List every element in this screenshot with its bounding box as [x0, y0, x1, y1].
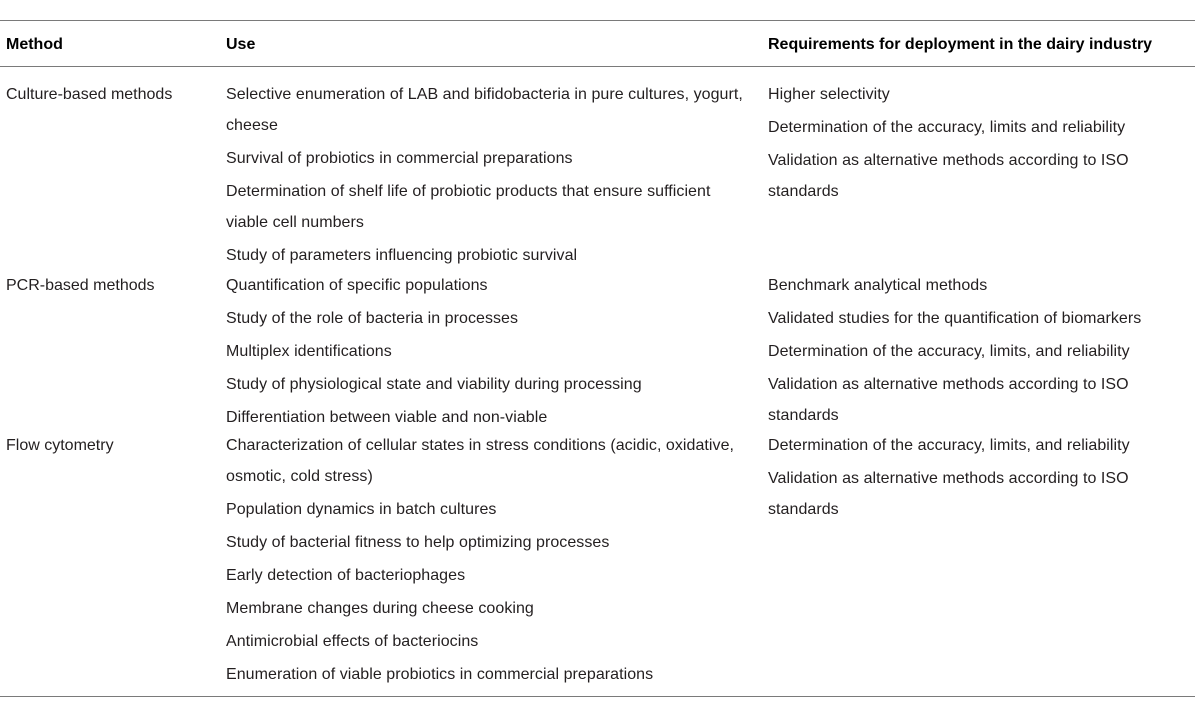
requirements-cell	[768, 79, 1193, 207]
requirement-item: Determination of the accuracy, limits and reliability	[768, 119, 1126, 136]
requirement-item: Validation as alternative methods according to ISO standards	[768, 152, 1129, 200]
use-item: Study of parameters influencing probiotic survival	[226, 247, 578, 264]
header-method: Method	[6, 36, 63, 53]
table-top-rule	[0, 20, 1195, 21]
use-item: Characterization of cellular states in stress conditions (acidic, oxidative, osmotic, cold stress)	[226, 437, 735, 485]
table-bottom-rule	[0, 696, 1195, 697]
use-item: Population dynamics in batch cultures	[226, 501, 497, 518]
header-use: Use	[226, 36, 256, 53]
use-item: Antimicrobial effects of bacteriocins	[226, 633, 479, 650]
requirement-item: Higher selectivity	[768, 86, 890, 103]
use-item: Quantification of specific populations	[226, 277, 488, 294]
use-item: Multiplex identifications	[226, 343, 392, 360]
requirement-item: Benchmark analytical methods	[768, 277, 988, 294]
use-item: Survival of probiotics in commercial preparations	[226, 150, 573, 167]
header-requirements: Requirements for deployment in the dairy industry	[768, 36, 1153, 53]
method-cell: Flow cytometry	[6, 437, 114, 454]
requirement-item: Determination of the accuracy, limits, and reliability	[768, 437, 1130, 454]
requirements-cell	[768, 270, 1193, 431]
use-item: Study of physiological state and viability during processing	[226, 376, 642, 393]
requirement-item: Validation as alternative methods according to ISO standards	[768, 470, 1129, 518]
method-cell: PCR-based methods	[6, 277, 155, 294]
header-rule	[0, 66, 1195, 67]
requirements-cell	[768, 430, 1193, 525]
use-item: Enumeration of viable probiotics in commercial preparations	[226, 666, 654, 683]
use-item: Early detection of bacteriophages	[226, 567, 466, 584]
requirement-item: Determination of the accuracy, limits, and reliability	[768, 343, 1130, 360]
use-cell	[226, 270, 746, 433]
requirement-item: Validated studies for the quantification of biomarkers	[768, 310, 1142, 327]
use-item: Study of the role of bacteria in processes	[226, 310, 519, 327]
requirement-item: Validation as alternative methods according to ISO standards	[768, 376, 1129, 424]
use-item: Determination of shelf life of probiotic products that ensure sufficient viable cell numbers	[226, 183, 711, 231]
use-item: Selective enumeration of LAB and bifidobacteria in pure cultures, yogurt, cheese	[226, 86, 743, 134]
use-item: Differentiation between viable and non-viable	[226, 409, 548, 426]
method-cell: Culture-based methods	[6, 86, 173, 103]
use-cell	[226, 430, 746, 690]
use-cell	[226, 79, 746, 271]
use-item: Study of bacterial fitness to help optimizing processes	[226, 534, 610, 551]
use-item: Membrane changes during cheese cooking	[226, 600, 534, 617]
